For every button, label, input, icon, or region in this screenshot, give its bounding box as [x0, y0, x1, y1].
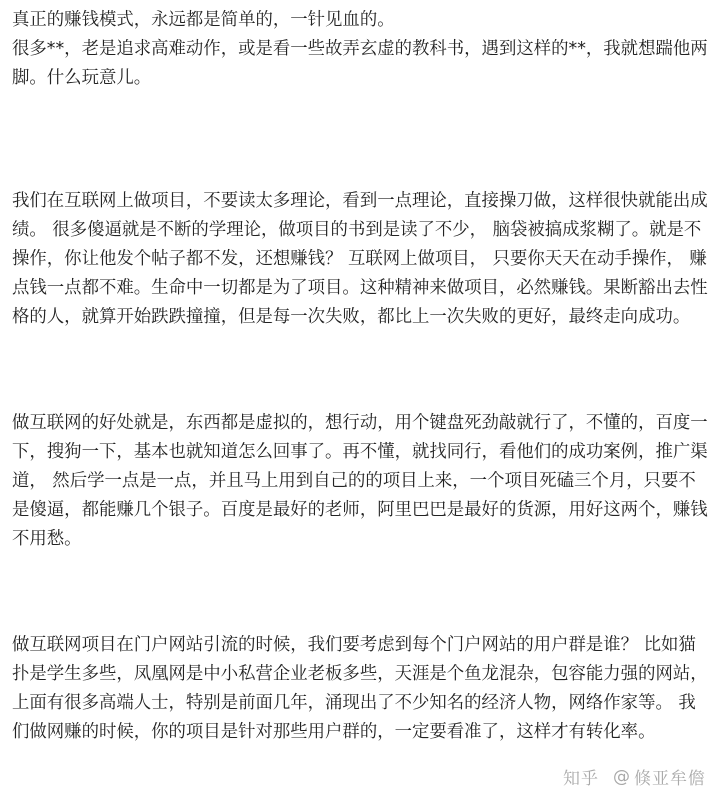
paragraph-4: 做互联网的好处就是，东西都是虚拟的，想行动，用个键盘死劲敲就行了，不懂的，百度一下，搜狗一下，基本也就知道怎么回事了。再不懂，就找同行，看他们的成功案例，推广渠道， 然后学一点是一点，并且马上用到自己的的项目上来，一个项目死磕三个月，只要不是傻逼，都能赚几个银子。百度是最好的老师，阿里巴巴是最好的货源，用好这两个，赚钱不用愁。 — [12, 413, 708, 549]
paragraph-spacer — [12, 93, 712, 187]
watermark-author: 倏亚牟儋 — [634, 769, 706, 789]
article-body — [12, 6, 712, 747]
zhihu-watermark — [563, 764, 706, 789]
watermark-at: @ — [613, 766, 630, 787]
paragraph-3: 我们在互联网上做项目，不要读太多理论，看到一点理论，直接操刀做，这样很快就能出成绩。 很多傻逼就是不断的学理论，做项目的书到是读了不少， 脑袋被搞成浆糊了。就是不操作，你让他发个帖子都不发，还想赚钱？ 互联网上做项目， 只要你天天在动手操作， 赚点钱一点都不难。生命中一切都是为了项目。这种精神来做项目，必然赚钱。果断豁出去性格的人，就算开始跌跌撞撞，但是每一次失败，都比上一次失败的更好，最终走向成功。 — [12, 191, 708, 327]
paragraph-5: 做互联网项目在门户网站引流的时候，我们要考虑到每个门户网站的用户群是谁？ 比如猫扑是学生多些，凤凰网是中小私营企业老板多些，天涯是个鱼龙混杂，包容能力强的网站，上面有很多高端人士，特别是前面几年，涌现出了不少知名的经济人物，网络作家等。 我们做网赚的时候，你的项目是针对那些用户群的，一定要看准了，这样才有转化率。 — [12, 635, 708, 742]
paragraph-2: 很多**，老是追求高难动作，或是看一些故弄玄虚的教科书，遇到这样的**，我就想踹他两脚。什么玩意儿。 — [12, 39, 708, 88]
paragraph-spacer — [12, 554, 712, 631]
watermark-brand: 知乎 — [563, 769, 599, 789]
paragraph-spacer — [12, 332, 712, 409]
paragraph-1: 真正的赚钱模式，永远都是简单的，一针见血的。 — [12, 10, 395, 30]
